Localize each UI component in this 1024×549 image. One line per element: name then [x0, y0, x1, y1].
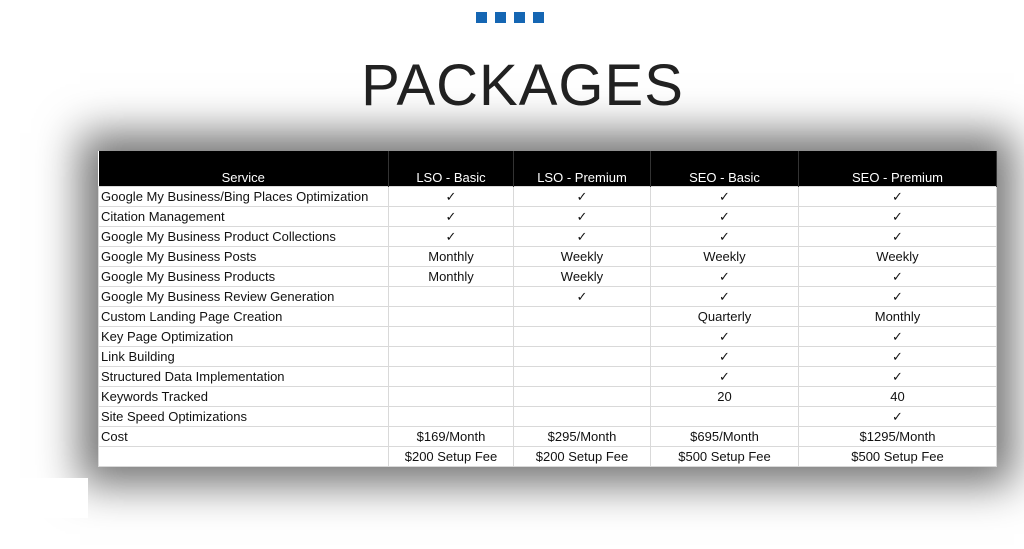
package-value-cell: ✓ [651, 327, 799, 347]
header-lso-basic: LSO - Basic [389, 151, 514, 187]
service-name-cell: Google My Business Product Collections [99, 227, 389, 247]
table-row [99, 207, 997, 227]
table-row [99, 287, 997, 307]
package-value-cell: Weekly [514, 247, 651, 267]
package-value-cell: ✓ [799, 347, 997, 367]
package-value-cell: $200 Setup Fee [514, 447, 651, 467]
package-value-cell: $695/Month [651, 427, 799, 447]
service-name-cell: Key Page Optimization [99, 327, 389, 347]
dot-1 [476, 12, 487, 23]
service-name-cell: Keywords Tracked [99, 387, 389, 407]
package-value-cell [389, 347, 514, 367]
package-value-cell [514, 407, 651, 427]
package-value-cell: $169/Month [389, 427, 514, 447]
package-value-cell: Weekly [799, 247, 997, 267]
package-value-cell: ✓ [514, 227, 651, 247]
table-row [99, 187, 997, 207]
package-value-cell [514, 367, 651, 387]
package-value-cell: Weekly [651, 247, 799, 267]
package-value-cell [389, 327, 514, 347]
service-name-cell: Link Building [99, 347, 389, 367]
table-row [99, 427, 997, 447]
package-value-cell [389, 367, 514, 387]
package-value-cell: Monthly [389, 247, 514, 267]
package-value-cell [651, 407, 799, 427]
package-value-cell: ✓ [651, 347, 799, 367]
package-value-cell: Monthly [799, 307, 997, 327]
package-value-cell: ✓ [514, 287, 651, 307]
package-value-cell: Quarterly [651, 307, 799, 327]
package-value-cell: $500 Setup Fee [799, 447, 997, 467]
package-value-cell [389, 287, 514, 307]
service-name-cell: Cost [99, 427, 389, 447]
package-value-cell: ✓ [651, 187, 799, 207]
package-value-cell [514, 387, 651, 407]
packages-table-container [98, 151, 996, 467]
service-name-cell: Site Speed Optimizations [99, 407, 389, 427]
package-value-cell: ✓ [651, 267, 799, 287]
package-value-cell: ✓ [799, 287, 997, 307]
package-value-cell: ✓ [651, 207, 799, 227]
dot-4 [533, 12, 544, 23]
package-value-cell: 40 [799, 387, 997, 407]
package-value-cell: ✓ [799, 227, 997, 247]
service-name-cell: Custom Landing Page Creation [99, 307, 389, 327]
table-row [99, 387, 997, 407]
package-value-cell: ✓ [651, 367, 799, 387]
package-value-cell: $200 Setup Fee [389, 447, 514, 467]
package-value-cell: ✓ [389, 227, 514, 247]
table-row [99, 227, 997, 247]
package-value-cell: ✓ [514, 207, 651, 227]
package-value-cell: $1295/Month [799, 427, 997, 447]
package-value-cell: $500 Setup Fee [651, 447, 799, 467]
package-value-cell [514, 327, 651, 347]
package-value-cell: ✓ [799, 267, 997, 287]
service-name-cell: Google My Business/Bing Places Optimization [99, 187, 389, 207]
table-row [99, 447, 997, 467]
table-body [99, 187, 997, 467]
dot-3 [514, 12, 525, 23]
dot-2 [495, 12, 506, 23]
package-value-cell: ✓ [799, 407, 997, 427]
service-name-cell: Google My Business Posts [99, 247, 389, 267]
table-row [99, 327, 997, 347]
package-value-cell: ✓ [799, 187, 997, 207]
header-seo-basic: SEO - Basic [651, 151, 799, 187]
package-value-cell [389, 407, 514, 427]
package-value-cell: ✓ [389, 207, 514, 227]
service-name-cell [99, 447, 389, 467]
package-value-cell: ✓ [514, 187, 651, 207]
header-lso-premium: LSO - Premium [514, 151, 651, 187]
decorative-dots [476, 12, 544, 23]
page-title: PACKAGES [361, 53, 684, 118]
table-row [99, 307, 997, 327]
packages-table [98, 151, 997, 467]
package-value-cell [389, 387, 514, 407]
header-seo-premium: SEO - Premium [799, 151, 997, 187]
bottom-left-panel [0, 478, 88, 518]
package-value-cell: ✓ [799, 367, 997, 387]
service-name-cell: Structured Data Implementation [99, 367, 389, 387]
package-value-cell: 20 [651, 387, 799, 407]
table-row [99, 247, 997, 267]
package-value-cell: ✓ [799, 207, 997, 227]
package-value-cell [389, 307, 514, 327]
package-value-cell: $295/Month [514, 427, 651, 447]
package-value-cell: Weekly [514, 267, 651, 287]
package-value-cell: ✓ [799, 327, 997, 347]
package-value-cell [514, 347, 651, 367]
table-row [99, 367, 997, 387]
package-value-cell: ✓ [651, 287, 799, 307]
table-row [99, 347, 997, 367]
package-value-cell: ✓ [651, 227, 799, 247]
table-row [99, 407, 997, 427]
header-service: Service [99, 151, 389, 187]
table-header-row [99, 151, 997, 187]
service-name-cell: Google My Business Review Generation [99, 287, 389, 307]
package-value-cell [514, 307, 651, 327]
service-name-cell: Google My Business Products [99, 267, 389, 287]
table-row [99, 267, 997, 287]
package-value-cell: Monthly [389, 267, 514, 287]
package-value-cell: ✓ [389, 187, 514, 207]
service-name-cell: Citation Management [99, 207, 389, 227]
